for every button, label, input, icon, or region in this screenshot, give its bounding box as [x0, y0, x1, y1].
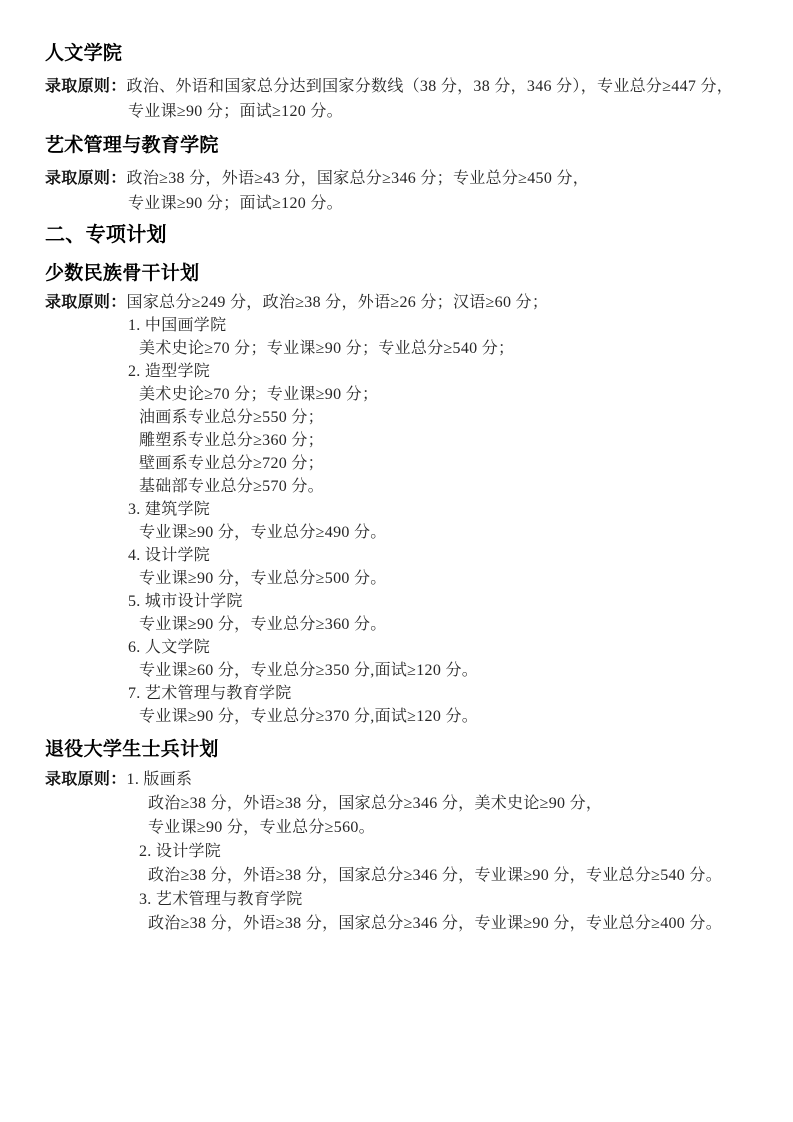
veteran-plan-list — [45, 768, 745, 936]
list-item-detail: 专业课≥90 分，专业总分≥490 分。 — [139, 524, 387, 541]
college-section-humanities — [45, 42, 745, 124]
list-item-detail: 政治≥38 分，外语≥38 分，国家总分≥346 分，美术史论≥90 分， — [148, 795, 603, 812]
list-item-name: 6. 人文学院 — [128, 639, 211, 656]
list-item-detail: 基础部专业总分≥570 分。 — [139, 478, 324, 495]
plan-section-minority — [45, 262, 745, 728]
rule-line — [45, 291, 745, 314]
list-item-name: 3. 艺术管理与教育学院 — [139, 891, 303, 908]
admission-rule-paragraph — [45, 74, 745, 124]
list-item-detail: 专业课≥90 分，专业总分≥560。 — [148, 819, 375, 836]
list-item-name: 4. 设计学院 — [128, 547, 211, 564]
list-item-detail: 政治≥38 分，外语≥38 分，国家总分≥346 分，专业课≥90 分，专业总分≥540 分。 — [148, 867, 723, 884]
plan-heading-veteran: 退役大学生士兵计划 — [45, 739, 219, 760]
list-item-name: 5. 城市设计学院 — [128, 593, 243, 610]
rule-text: 政治、外语和国家总分达到国家分数线（38 分，38 分，346 分），专业总分≥447 分， — [126, 78, 734, 95]
list-item-detail: 专业课≥60 分，专业总分≥350 分,面试≥120 分。 — [139, 662, 479, 679]
admission-rule-paragraph — [45, 166, 745, 216]
admission-rule-label: 录取原则： — [45, 294, 127, 311]
rule-line: 专业课≥90 分；面试≥120 分。 — [128, 103, 343, 120]
list-item-detail: 政治≥38 分，外语≥38 分，国家总分≥346 分，专业课≥90 分，专业总分≥400 分。 — [148, 915, 723, 932]
rule-text: 政治≥38 分，外语≥43 分，国家总分≥346 分；专业总分≥450 分， — [126, 170, 590, 187]
rule-line — [45, 768, 745, 792]
rule-line: 专业课≥90 分；面试≥120 分。 — [128, 195, 343, 212]
rule-line — [45, 74, 745, 99]
college-section-art-management — [45, 134, 745, 216]
minority-plan-list — [45, 291, 745, 728]
admission-rule-label: 录取原则： — [45, 78, 127, 95]
college-heading-humanities: 人文学院 — [45, 43, 123, 64]
list-item-detail: 美术史论≥70 分；专业课≥90 分； — [139, 386, 379, 403]
rule-text: 国家总分≥249 分，政治≥38 分，外语≥26 分；汉语≥60 分； — [126, 294, 549, 311]
admission-rule-label: 录取原则： — [45, 771, 127, 788]
list-item-name: 7. 艺术管理与教育学院 — [128, 685, 292, 702]
rule-line — [45, 166, 745, 191]
plan-section-veteran — [45, 738, 745, 936]
list-item-detail: 专业课≥90 分，专业总分≥500 分。 — [139, 570, 387, 587]
list-item-detail: 专业课≥90 分，专业总分≥370 分,面试≥120 分。 — [139, 708, 479, 725]
list-item-detail: 美术史论≥70 分；专业课≥90 分；专业总分≥540 分； — [139, 340, 515, 357]
list-item-detail: 雕塑系专业总分≥360 分； — [139, 432, 324, 449]
section-heading-special-plans: 二、专项计划 — [45, 224, 167, 246]
list-item-detail: 油画系专业总分≥550 分； — [139, 409, 324, 426]
list-item-name: 2. 造型学院 — [128, 363, 211, 380]
list-item-detail: 专业课≥90 分，专业总分≥360 分。 — [139, 616, 387, 633]
list-item-name: 1. 版画系 — [126, 771, 193, 788]
list-item-name: 1. 中国画学院 — [128, 317, 227, 334]
admission-rule-label: 录取原则： — [45, 170, 127, 187]
list-item-name: 2. 设计学院 — [139, 843, 222, 860]
list-item-detail: 壁画系专业总分≥720 分； — [139, 455, 324, 472]
college-heading-art-management: 艺术管理与教育学院 — [45, 135, 219, 156]
plan-heading-minority: 少数民族骨干计划 — [45, 263, 200, 284]
list-item-name: 3. 建筑学院 — [128, 501, 211, 518]
